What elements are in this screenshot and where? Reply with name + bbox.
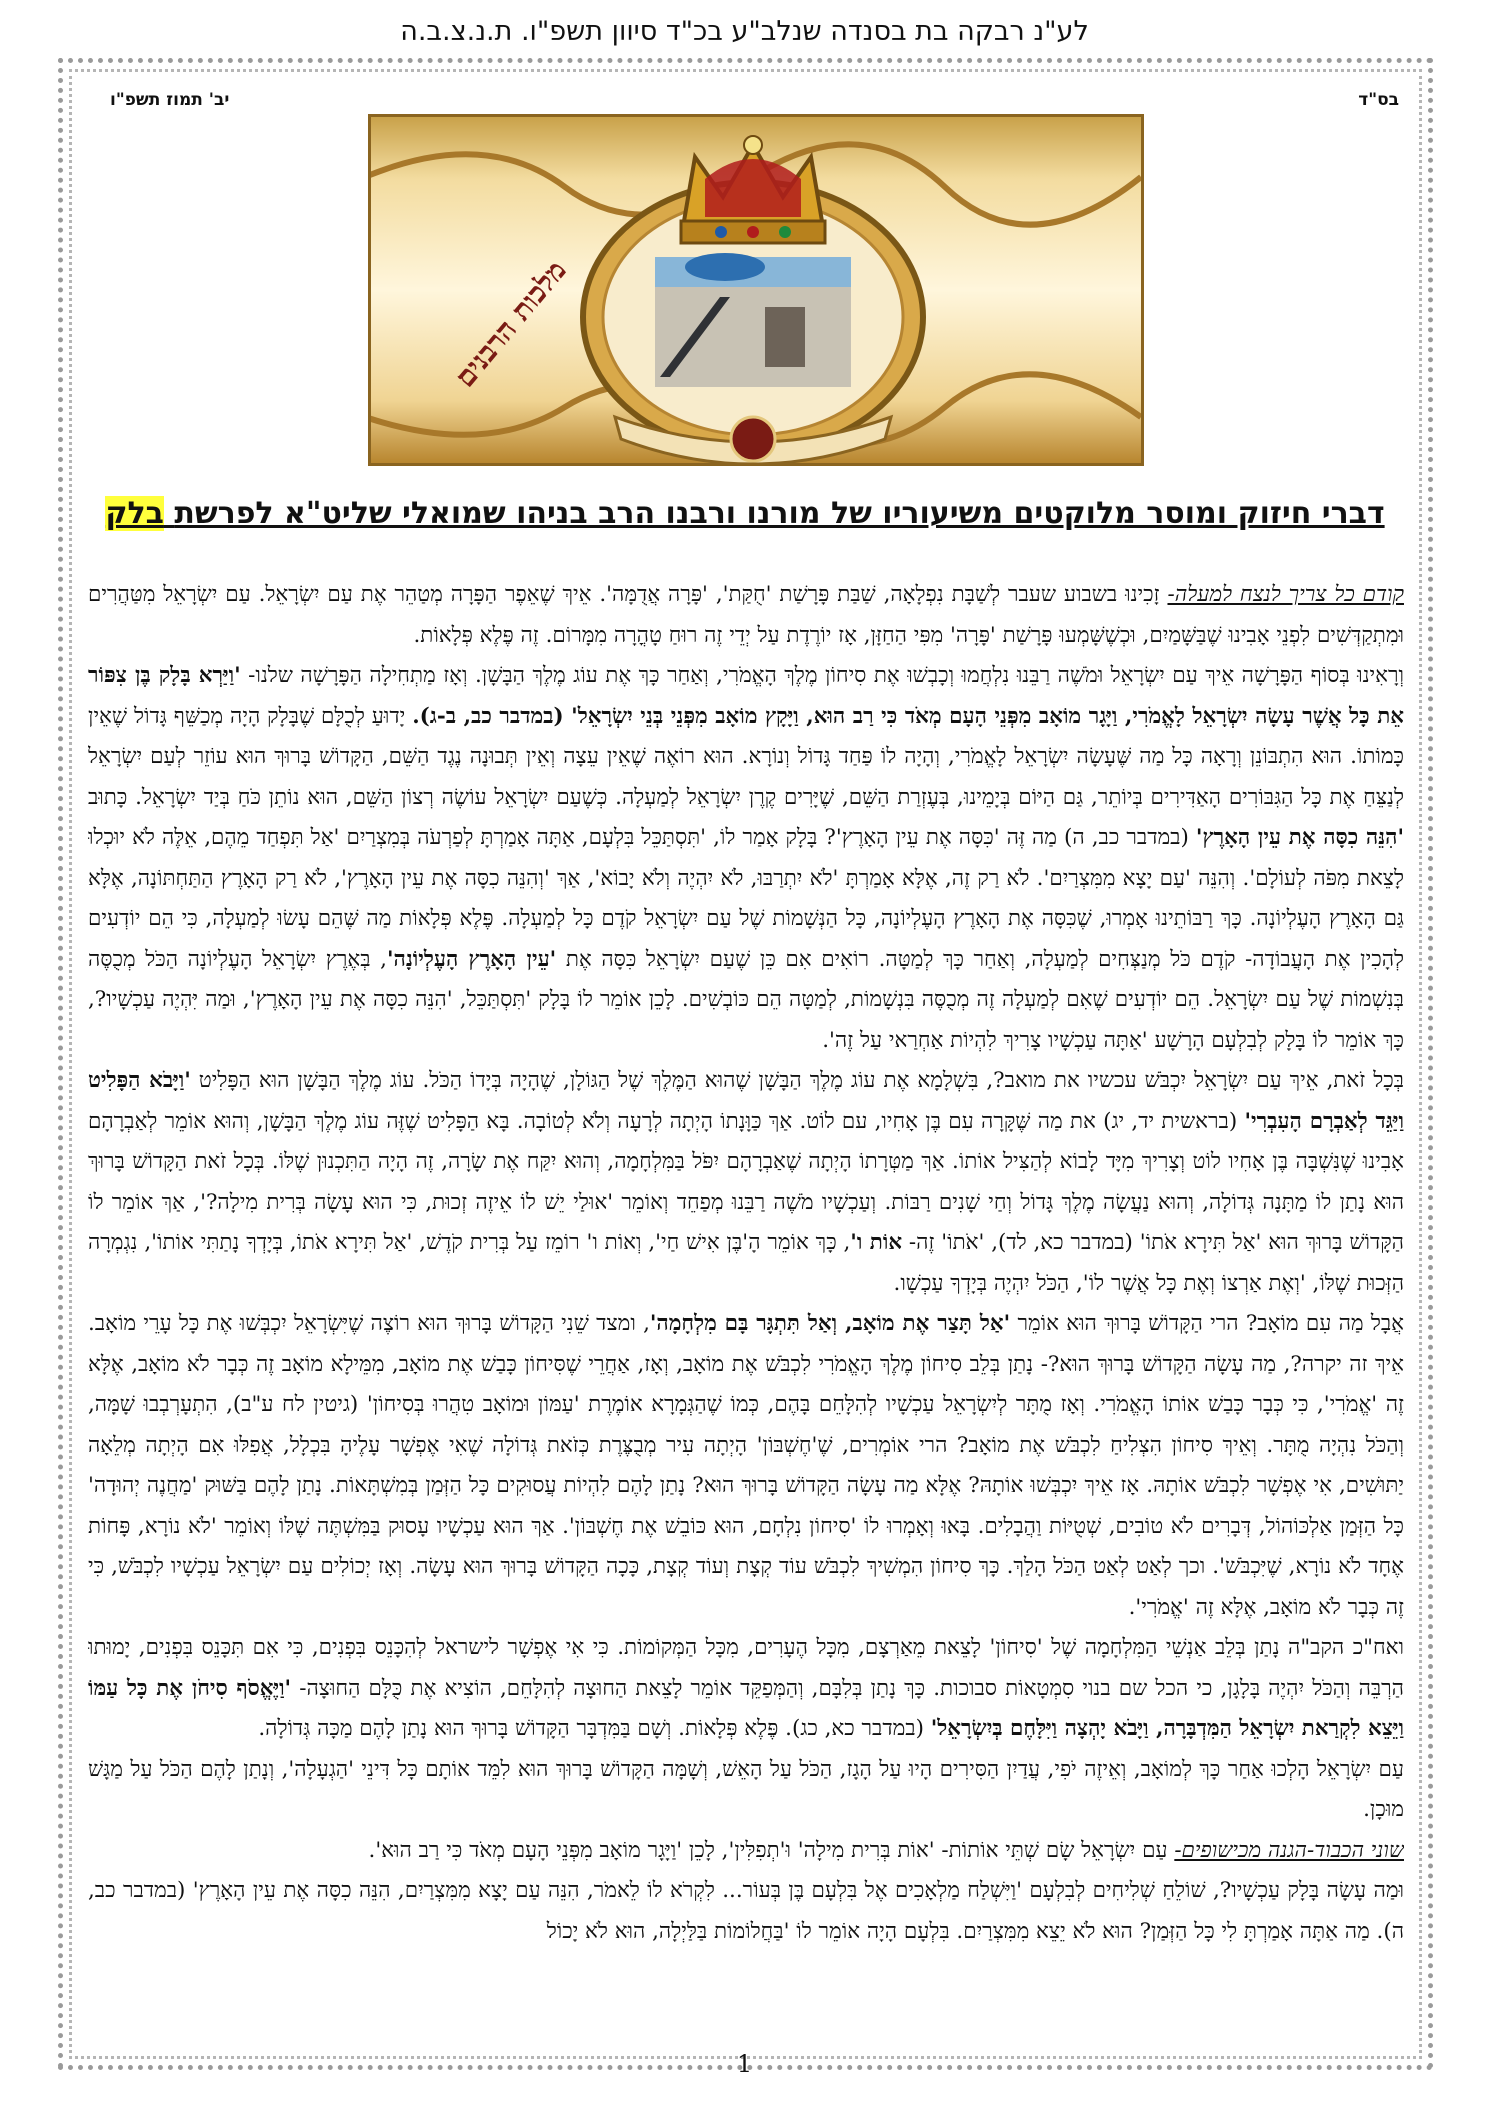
paragraph-7 xyxy=(88,1831,1404,1872)
paragraph-2-text: וְרָאִינוּ בְּסוֹף הַפָּרָשָׁה אֵיךְ עַם יִשְׂרָאֵל וּמֹשֶׁה רַבֵּנוּ נִלְחֲמוּ וְכָבְשׁוּ אֶת סִיחוֹן מֶלֶךְ הָאֱמֹרִי, וְאַחַר כָּךְ אֶת עוֹג מֶלֶךְ הַבָּשָׁן. וְאָז מַתְחִילָה הַפָּרָשָׁה שלנו- xyxy=(240,663,1404,688)
paragraph-2 xyxy=(88,656,1404,1061)
paragraph-3-text: בְּכָל זֹאת, אֵיךְ עַם יִשְׂרָאֵל יִכְבֹּשׁ עכשיו את מואב?, בִּשְׁלָמָא אֶת עוֹג מֶלֶךְ הַבָּשָׁן שֶׁהוּא הַמֶּלֶךְ שֶׁל הַגּוֹלָן, שֶׁהָיָה בְּיָדוֹ הַכֹּל. עוֹג מֶלֶךְ הַבָּשָׁן הוּא הַפָּלִיט xyxy=(190,1068,1404,1093)
paragraph-4-text-b: , ומצד שֵׁנִי הַקָּדוֹשׁ בָּרוּךְ הוּא רוֹצֶה שֶׁיִּשְׂרָאֵל יִכְבְּשׁוּ אֶת כָּל עָרֵי מוֹאָב. אֵיךְ זה יקרה?, מַה עָשָׂה הַקָּדוֹשׁ בָּרוּךְ הוּא?- נָתַן בְּלֵב סִיחוֹן מֶלֶךְ הָאֱמֹרִי לִכְבֹּשׁ אֶת מוֹאָב, וְאָז, אַחֲרֵי שֶׁסִּיחוֹן כָּבַשׁ אֶת מוֹאָב, מִמֵּילָא מוֹאָב זֶה כְּבָר לֹא מוֹאָב, אֶלָּא זֶה 'אֱמֹרִי', כִּי כְּבָר כָּבַשׁ אוֹתוֹ הָאֱמֹרִי. וְאָז מֻתָּר לְיִשְׂרָאֵל עַכְשָׁיו לְהִלָּחֵם בָּהֶם, כְּמוֹ שֶׁהַגְּמָרָא אוֹמֶרֶת 'עַמּוֹן וּמוֹאָב טִהֲרוּ בְּסִיחוֹן' (גיטין לח ע"ב), הִתְעָרְבְבוּ שָׁמָּה, וְהַכֹּל נִהְיָה מֻתָּר. וְאֵיךְ סִיחוֹן הִצְלִיחַ לִכְבֹּשׁ אֶת מוֹאָב? הרי אוֹמְרִים, שֶׁ'חֶשְׁבּוֹן' הָיְתָה עִיר מְבֻצֶּרֶת כְּזֹאת גְּדוֹלָה שֶׁאִי אֶפְשָׁר עָלֶיהָ בִּכְלָל, אֲפִלּוּ אִם הָיְתָה מְלֵאָה יַתּוּשִׁים, אִי אֶפְשָׁר לִכְבֹּשׁ אוֹתָהּ. אָז אֵיךְ יִכְבְּשׁוּ אוֹתָהּ? אֶלָּא מַה עָשָׂה הַקָּדוֹשׁ בָּרוּךְ הוּא? נָתַן לָהֶם לִהְיוֹת עֲסוּקִים כָּל הַזְּמַן בְּמִשְׁתָּאוֹת. נָתַן לָהֶם בַּשּׁוּק 'מַחֲנֶה יְהוּדָה' כָּל הַזְּמַן אַלְכּוֹהוֹל, דְּבָרִים לֹא טוֹבִים, שְׁטֻיּוֹת וַהֲבָלִים. בָּאוּ וְאָמְרוּ לוֹ 'סִיחוֹן נִלְחָם, הוּא כּוֹבֵשׁ אֶת חֶשְׁבּוֹן'. אַךְ הוּא עַכְשָׁיו עָסוּק בַּמִּשְׁתֶּה שֶׁלּוֹ וְאוֹמֵר 'לֹא נוֹרָא, פָּחוֹת אֶחָד לֹא נוֹרָא, שֶׁיִּכְבֹּשׁ'. וכך לְאַט לְאַט הַכֹּל הָלַךְ. כָּךְ סִיחוֹן הִמְשִׁיךְ לִכְבֹּשׁ עוֹד קְצָת וְעוֹד קְצָת, כָּכָה הַקָּדוֹשׁ בָּרוּךְ הוּא עָשָׂה. וְאָז יְכוֹלִים עַם יִשְׂרָאֵל עַכְשָׁיו לִכְבֹּשׁ, כִּי זֶה כְּבָר לֹא מוֹאָב, אֶלָּא זֶה 'אֱמֹרִי'. xyxy=(88,1311,1404,1620)
verse-quote: 'עֵין הָאָרֶץ הָעֶלְיוֹנָה' xyxy=(386,946,557,972)
date-label: יב' תמוז תשפ"ו xyxy=(110,90,230,110)
paragraph-6-text: עַם יִשְׂרָאֵל הָלְכוּ אַחַר כָּךְ לְמוֹאָב, וְאֵיזֶה יֹפִי, עֲדַיִן הַסִּירִים הָיוּ עַל הָגָז, הַכֹּל עַל הָאֵשׁ, וְשָׁמָּה הַקָּדוֹשׁ בָּרוּךְ הוּא לִמֵּד אוֹתָם כָּל דִּינֵי 'הַגְעָלָה', וְנָתַן לָהֶם הַכֹּל עַל מַגָּשׁ מוּכָן. xyxy=(88,1756,1404,1822)
paragraph-3-text-b: (בראשית יד, יג) את מַה שֶּׁקָּרָה עִם בֶּן אָחִיו, עם לוֹט. אַךְ כַּוָּנָתוֹ הָיְתָה לְרָעָה וְלֹא לְטוֹבָה. בָּא הַפָּלִיט שֶׁזֶּה עוֹג מֶלֶךְ הַבָּשָׁן, וְהוּא אוֹמֵר לְאַבְרָהָם אָבִינוּ שֶׁנִּשְׁבָּה בֶּן אָחִיו לוֹט וְצָרִיךְ מִיָּד לָבוֹא לְהַצִּיל אוֹתוֹ. אַךְ מַטְּרָתוֹ הָיְתָה שֶׁאַבְרָהָם יִפֹּל בַּמִּלְחָמָה, וְהוּא יִקַּח אֶת שָׂרָה, זֶה הָיָה הַתִּכְנוּן שֶׁלּוֹ. בְּכָל זֹאת הַקָּדוֹשׁ בָּרוּךְ הוּא נָתַן לוֹ מַתָּנָה גְּדוֹלָה, וְהוּא נַעֲשָׂה מֶלֶךְ גָּדוֹל וְחַי שָׁנִים רַבּוֹת. וְעַכְשָׁיו מֹשֶׁה רַבֵּנוּ מְפַחֵד וְאוֹמֵר 'אוּלַי יֵשׁ לוֹ אֵיזֶה זְכוּת, כִּי הוּא עָשָׂה בְּרִית מִילָה?', אַךְ אוֹמֵר לוֹ הַקָּדוֹשׁ בָּרוּךְ הוּא 'אַל תִּירָא אֹתוֹ' (במדבר כא, לד), 'אֹתוֹ' זֶה- xyxy=(88,1108,1404,1255)
page-title xyxy=(100,496,1390,531)
section-opener-2: שוני הכבוד-הגנה מכישופים- xyxy=(1174,1837,1404,1863)
verse-quote: 'הִנֵּה כִסָּה אֶת עֵין הָאָרֶץ' xyxy=(1195,825,1404,850)
header-banner-image xyxy=(368,114,1144,466)
paragraph-3 xyxy=(88,1061,1404,1304)
paragraph-1 xyxy=(88,575,1404,656)
paragraph-2-text-c: (במדבר כב, ה) מַה זֶּה 'כִּסָּה אֶת עֵין הָאָרֶץ'? בָּלָק אָמַר לוֹ, 'תִּסְתַּכֵּל בִּלְעָם, אַתָּה אָמַרְתָּ לְפַרְעֹה בְּמִצְרַיִם 'אַל תִּפְחַד מֵהֶם, אֵלֶּה לֹא יוּכְלוּ לָצֵאת מִפֹּה לְעוֹלָם'. וְהִנֵּה 'עַם יָצָא מִמִּצְרַיִם'. לֹא רַק זֶה, אֶלָּא אָמַרְתָּ 'לֹא יִתְרַבּוּ, לֹא יִהְיֶה וְלֹא יָבוֹא', אַךְ 'וְהִנֵּה כִסָּה אֶת עֵין הָאָרֶץ', לֹא רַק הָאָרֶץ הַתַּחְתּוֹנָה, אֶלָּא גַּם הָאָרֶץ הָעֶלְיוֹנָה. כָּךְ רַבּוֹתֵינוּ אָמְרוּ, שֶׁכִּסָּה אֶת הָאָרֶץ הָעֶלְיוֹנָה, כָּל הַנְּשָׁמוֹת שֶׁל עַם יִשְׂרָאֵל קֹדֶם כָּל לְמַעְלָה. פֶּלֶא פְּלָאוֹת מַה שֶּׁהֵם עָשׂוּ לְמַעְלָה, כִּי הֵם יוֹדְעִים לְהָכִין אֶת הָעֲבוֹדָה- קֹדֶם כֹּל מְנַצְּחִים לְמַעְלָה, וְאַחַר כָּךְ לְמַטָּה. רוֹאִים אִם כֵּן שֶׁעַם יִשְׂרָאֵל כִּסָּה אֶת xyxy=(88,825,1404,972)
section-opener-1: קודם כל צריך לנצח למעלה- xyxy=(1167,582,1404,607)
paragraph-4 xyxy=(88,1304,1404,1628)
paragraph-5 xyxy=(88,1628,1404,1750)
paragraph-5-text-b: (במדבר כא, כג). פֶּלֶא פְּלָאוֹת. וְשָׁם בַּמִּדְבָּר הַקָּדוֹשׁ בָּרוּךְ הוּא נָתַן לָהֶם מַכָּה גְּדוֹלָה. xyxy=(258,1716,931,1741)
banner-title: מלכות הרבנים xyxy=(448,253,573,394)
paragraph-8-text: וּמַה עָשָׂה בָּלָק עַכְשָׁיו?, שׁוֹלֵחַ שְׁלִיחִים לְבִלְעָם 'וַיִּשְׁלַח מַלְאָכִים אֶל בִּלְעָם בֶּן בְּעוֹר... לִקְרֹא לוֹ לֵאמֹר, הִנֵּה עַם יָצָא מִמִּצְרַיִם, הִנֵּה כִסָּה אֶת עֵין הָאָרֶץ' (במדבר כב, ה). מַה אַתָּה אָמַרְתָּ לִי כָּל הַזְּמַן? הוּא לֹא יֵצֵא מִמִּצְרַיִם. בִּלְעָם הָיָה אוֹמֵר לוֹ 'בַּחֲלוֹמוֹת בַּלַּיְלָה, הוּא לֹא יָכוֹל xyxy=(88,1878,1404,1944)
paragraph-4-text: אֲבָל מַה עִם מוֹאָב? הרי הַקָּדוֹשׁ בָּרוּךְ הוּא אוֹמֵר xyxy=(1010,1311,1404,1336)
banner-illustration xyxy=(368,117,1141,466)
dedication-line: לע"נ רבקה בת בסנדה שנלב"ע בכ"ד סיוון תשפ"ו. ת.נ.צ.ב.ה xyxy=(400,16,1089,47)
title-highlight: בלק xyxy=(105,496,164,531)
bsd-label: בס"ד xyxy=(1358,90,1399,110)
paragraph-2-text-b: יָדוּעַ לְכֻלָּם שֶׁבָּלָק הָיָה מְכַשֵּׁף גָּדוֹל שֶׁאֵין כָּמוֹתוֹ. הוּא הִתְבּוֹנֵן וְרָאָה כָּל מַה שֶּׁעָשָׂה יִשְׂרָאֵל לָאֱמֹרִי, וְהָיָה לוֹ פַּחַד גָּדוֹל וְנוֹרָא. הוּא רוֹאֶה שֶׁאֵין עֵצָה וְאֵין תְּבוּנָה נֶגֶד הַשֵּׁם, הַקָּדוֹשׁ בָּרוּךְ הוּא עוֹזֵר לְעַם יִשְׂרָאֵל לְנַצֵּחַ אֶת כָּל הַגִּבּוֹרִים הָאַדִּירִים בְּיוֹתֵר, גַּם הַיּוֹם בְּיָמֵינוּ, בְּעֶזְרַת הַשֵּׁם, שֶׁיָּרִים קֶרֶן יִשְׂרָאֵל לְמַעְלָה. כְּשֶׁעַם יִשְׂרָאֵל עוֹשֶׂה רְצוֹן הַשֵּׁם, הוּא נוֹתֵן כֹּחַ בְּיַד יִשְׂרָאֵל. כָּתוּב xyxy=(88,703,1404,810)
verse-quote: אוֹת ו' xyxy=(850,1230,903,1255)
title-main: דברי חיזוק ומוסר מלוקטים משיעוריו של מורנו ורבנו הרב בניהו שמואלי שליט"א לפרשת xyxy=(174,496,1385,531)
page-number: 1 xyxy=(736,2050,753,2078)
verse-quote: 'וַיֶּאֱסֹף סִיחֹן אֶת כָּל עַמּוֹ וַיֵּצֵא לִקְרַאת יִשְׂרָאֵל הַמִּדְבָּרָה, וַיָּבֹא יָהְצָה וַיִּלָּחֶם בְּיִשְׂרָאֵל' xyxy=(88,1675,1404,1741)
verse-quote: 'וַיָּבֹא הַפָּלִיט וַיַּגֵּד לְאַבְרָם הָעִבְרִי' xyxy=(88,1068,1404,1134)
paragraph-6 xyxy=(88,1750,1404,1831)
verse-quote: 'וַיַּרְא בָּלָק בֶּן צִפּוֹר אֵת כָּל אֲשֶׁר עָשָׂה יִשְׂרָאֵל לָאֱמֹרִי, וַיָּגָר מוֹאָב מִפְּנֵי הָעָם מְאֹד כִּי רַב הוּא, וַיָּקָץ מוֹאָב מִפְּנֵי בְּנֵי יִשְׂרָאֵל' (במדבר כב, ב-ג). xyxy=(88,663,1404,729)
paragraph-5-text: ואח"כ הקב"ה נָתַן בְּלֵב אַנְשֵׁי הַמִּלְחָמָה שֶׁל 'סִיחוֹן' לָצֵאת מֵאַרְצָם, מִכָּל הֶעָרִים, מִכָּל הַמְּקוֹמוֹת. כִּי אִי אֶפְשָׁר לישראל לְהִכָּנֵס בִּפְנִים, כִּי אִם תִּכָּנֵס בִּפְנִים, יָמוּתוּ הַרְבֵּה וְהַכֹּל יִהְיֶה בָּלָגָן, כי הכל שם בנוי סִמְטָאוֹת סבוכות. כָּךְ נָתַן בְּלִבָּם, וְהַמְּפַקֵּד אוֹמֵר לָצֵאת הַחוּצָה לְהִלָּחֵם, הוֹצִיא אֶת כֻּלָּם הַחוּצָה- xyxy=(88,1635,1404,1701)
paragraph-3-text-c: , כָּךְ אוֹמֵר הָ'בֶּן אִישׁ חַי', וְאוֹת ו' רוֹמֵז עַל בְּרִית קֹדֶשׁ, 'אַל תִּירָא אֹתוֹ, בְּיָדְךָ נָתַתִּי אוֹתוֹ', נִגְמְרָה הַזְּכוּת שֶׁלּוֹ, 'וְאֶת אַרְצוֹ וְאֶת כָּל אֲשֶׁר לוֹ', הַכֹּל יִהְיֶה בְּיָדְךָ עַכְשָׁו. xyxy=(88,1230,1404,1296)
paragraph-2-text-d: , בְּאֶרֶץ יִשְׂרָאֵל הָעֶלְיוֹנָה הַכֹּל מְכֻסֶּה בְּנִשְׁמוֹת שֶׁל עַם יִשְׂרָאֵל. הֵם יוֹדְעִים שֶׁאִם לְמַעְלָה זֶה מְכֻסֶּה בִּנְשָׁמוֹת, לְמַטָּה הֵם כּוֹבְשִׁים. לָכֵן אוֹמֵר לוֹ בָּלָק 'תִּסְתַּכֵּל, 'הִנֵּה כִסָּה אֶת עֵין הָאָרֶץ', וּמַה יִּהְיֶה עַכְשָׁיו?, כָּךְ אוֹמֵר לוֹ בָּלָק לְבִלְעָם הָרָשָׁע 'אַתָּה עַכְשָׁיו צָרִיךְ לִהְיוֹת אַחְרַאי עַל זֶה'. xyxy=(88,946,1404,1053)
paragraph-8 xyxy=(88,1871,1404,1952)
article-body xyxy=(88,575,1404,2040)
paragraph-1-text: זָכִינוּ בשבוע שעבר לְשַׁבָּת נִפְלָאָה, שַׁבַּת פָּרָשַׁת 'חֻקַּת', 'פָּרָה אֲדֻמָּה'. אֵיךְ שֶׁאֵפֶר הַפָּרָה מְטַהֵר אֶת עַם יִשְׂרָאֵל. עַם יִשְׂרָאֵל מִטַּהֲרִים וּמִתְקַדְּשִׁים לִפְנֵי אָבִינוּ שֶׁבַּשָּׁמַיִם, וּכְשֶׁשָּׁמְעוּ פָּרָשַׁת 'פָּרָה' מִפִּי הַחַזָּן, אָז יוֹרֶדֶת עַל יְדֵי זֶה רוּחַ טָהֳרָה מִמָּרוֹם. זֶה פֶּלֶא פְּלָאוֹת. xyxy=(88,582,1404,648)
paragraph-7-text: עַם יִשְׂרָאֵל שָׂם שְׁתֵּי אוֹתוֹת- 'אוֹת בְּרִית מִילָה' וּ'תְפִלִּין', לָכֵן 'וַיָּגָר מוֹאָב מִפְּנֵי הָעָם מְאֹד כִּי רַב הוּא'. xyxy=(368,1837,1175,1863)
verse-quote: 'אַל תָּצַר אֶת מוֹאָב, וְאַל תִּתְגָּר בָּם מִלְחָמָה' xyxy=(649,1311,1011,1336)
